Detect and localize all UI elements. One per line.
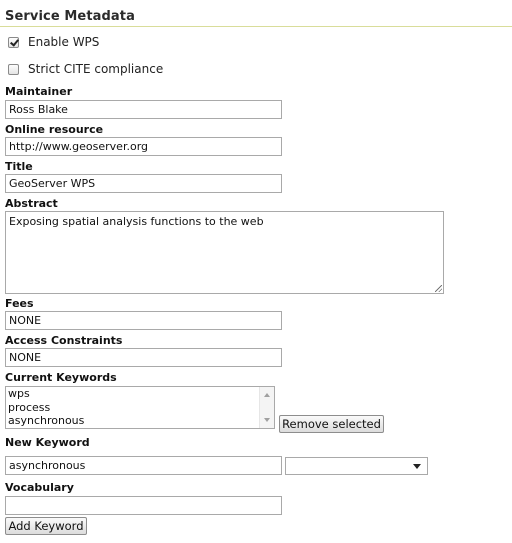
section-title: Service Metadata: [5, 9, 135, 24]
vocabulary-label: Vocabulary: [5, 481, 74, 494]
chevron-down-icon[interactable]: [413, 464, 421, 469]
list-item[interactable]: asynchronous: [8, 414, 85, 427]
remove-selected-button[interactable]: Remove selected: [279, 415, 384, 433]
title-label: Title: [5, 160, 33, 173]
abstract-textarea[interactable]: [5, 211, 444, 294]
access-constraints-label: Access Constraints: [5, 334, 123, 347]
fees-input[interactable]: NONE: [5, 311, 282, 330]
resize-grip-icon[interactable]: [435, 285, 442, 292]
access-constraints-input[interactable]: NONE: [5, 348, 282, 367]
strict-cite-checkbox[interactable]: [8, 64, 19, 75]
strict-cite-label: Strict CITE compliance: [28, 62, 164, 76]
enable-wps-checkbox[interactable]: [8, 37, 19, 48]
title-input[interactable]: GeoServer WPS: [5, 174, 282, 193]
fees-label: Fees: [5, 297, 34, 310]
list-item[interactable]: process: [8, 400, 51, 414]
online-resource-input[interactable]: http://www.geoserver.org: [5, 137, 282, 156]
online-resource-label: Online resource: [5, 123, 104, 136]
enable-wps-label: Enable WPS: [28, 35, 100, 49]
new-keyword-input[interactable]: asynchronous: [5, 456, 282, 475]
listbox-scrollbar[interactable]: [259, 387, 274, 428]
maintainer-label: Maintainer: [5, 85, 73, 98]
section-divider: [0, 26, 512, 27]
current-keywords-label: Current Keywords: [5, 371, 117, 384]
vocabulary-select[interactable]: [285, 457, 428, 475]
abstract-text: Exposing spatial analysis functions to the web: [9, 215, 264, 228]
current-keywords-listbox[interactable]: [5, 386, 275, 429]
scroll-down-icon[interactable]: [264, 418, 270, 422]
strict-cite-row[interactable]: [8, 62, 163, 76]
maintainer-input[interactable]: Ross Blake: [5, 100, 282, 119]
list-item[interactable]: wps: [8, 387, 30, 400]
abstract-label: Abstract: [5, 197, 58, 210]
vocabulary-input[interactable]: [5, 496, 282, 515]
enable-wps-row[interactable]: [8, 35, 99, 49]
scroll-up-icon[interactable]: [264, 393, 270, 397]
add-keyword-button[interactable]: Add Keyword: [5, 517, 87, 535]
new-keyword-label: New Keyword: [5, 436, 90, 449]
